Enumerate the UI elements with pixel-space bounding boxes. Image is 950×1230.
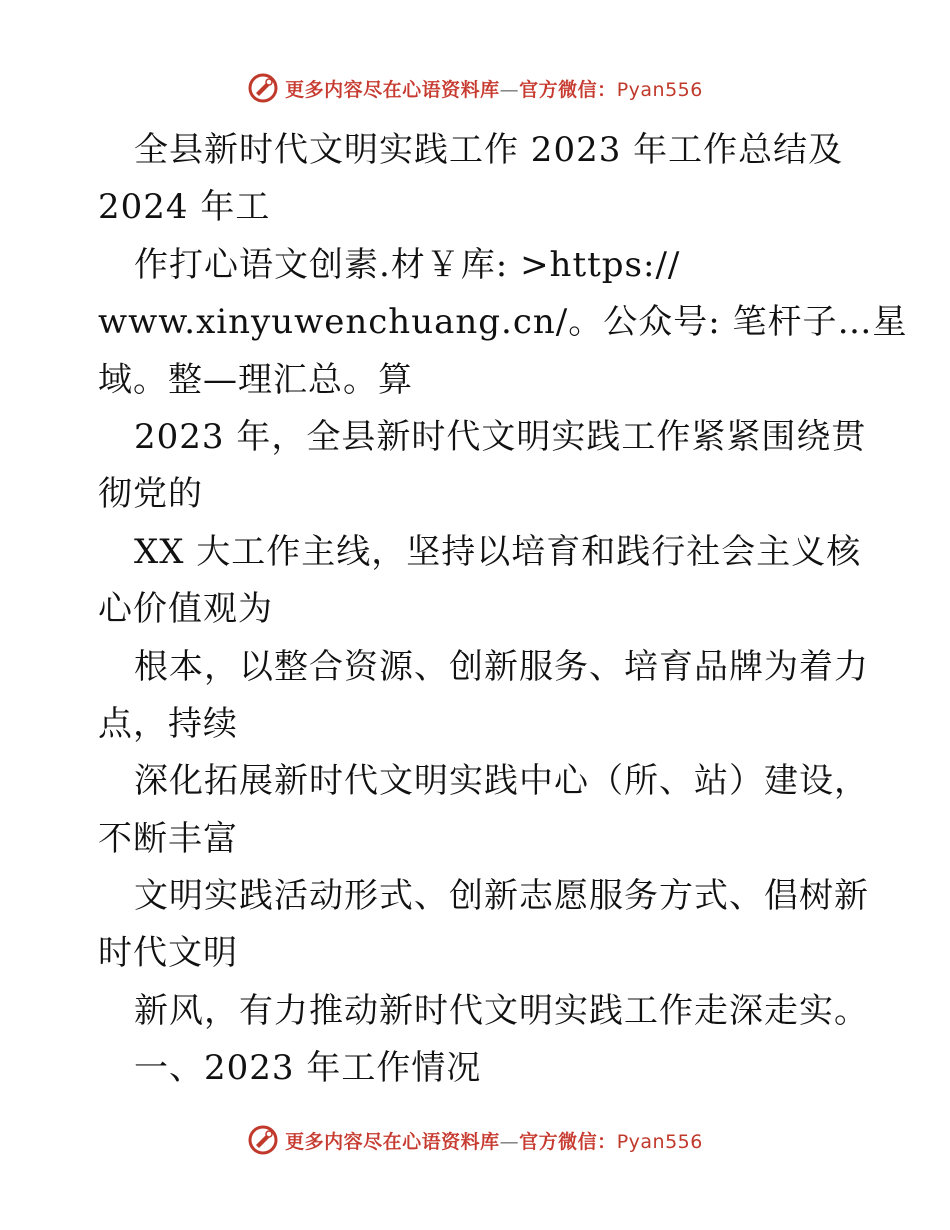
footer-separator: —	[499, 1130, 520, 1153]
body-line-15: 时代文明	[98, 933, 238, 974]
header-banner	[0, 68, 950, 108]
header-slogan: 更多内容尽在心语资料库	[285, 78, 500, 101]
body-line-6: 2023 年，全县新时代文明实践工作紧紧围绕贯	[134, 416, 867, 457]
body-line-7: 彻党的	[98, 474, 203, 515]
body-line-16: 新风，有力推动新时代文明实践工作走深走实。	[134, 990, 869, 1031]
body-line-2: 2024 年工	[98, 187, 271, 228]
body-line-12: 深化拓展新时代文明实践中心（所、站）建设，	[134, 761, 869, 802]
body-line-17: 一、2023 年工作情况	[134, 1048, 482, 1089]
body-line-10: 根本，以整合资源、创新服务、培育品牌为着力	[134, 646, 869, 687]
body-line-1: 全县新时代文明实践工作 2023 年工作总结及	[134, 130, 844, 170]
header-separator: —	[499, 78, 520, 101]
body-line-13: 不断丰富	[98, 818, 238, 859]
body-line-4: www.xinyuwenchuang.cn/。公众号: 笔杆子…星	[98, 302, 908, 343]
body-line-3: 作打心语文创素.材￥库: >https://	[134, 244, 681, 285]
body-line-14: 文明实践活动形式、创新志愿服务方式、倡树新	[134, 876, 869, 917]
footer-banner	[0, 1120, 950, 1160]
document-body	[98, 122, 908, 1098]
brand-logo-icon	[247, 1124, 279, 1156]
footer-slogan: 更多内容尽在心语资料库	[285, 1130, 500, 1153]
header-banner-text	[285, 75, 703, 102]
brand-logo-icon	[247, 72, 279, 104]
header-wechat-id: Pyan556	[616, 78, 703, 101]
body-line-8: XX 大工作主线，坚持以培育和践行社会主义核	[134, 531, 862, 572]
footer-wechat-id: Pyan556	[616, 1130, 703, 1153]
footer-wechat-label: 官方微信：	[519, 1130, 617, 1153]
body-line-9: 心价值观为	[98, 589, 273, 630]
body-line-11: 点，持续	[98, 703, 238, 744]
body-line-5: 域。整—理汇总。算	[98, 359, 413, 400]
header-wechat-label: 官方微信：	[519, 78, 617, 101]
header-banner-content	[247, 72, 703, 104]
footer-banner-content	[247, 1124, 703, 1156]
footer-banner-text	[285, 1127, 703, 1154]
